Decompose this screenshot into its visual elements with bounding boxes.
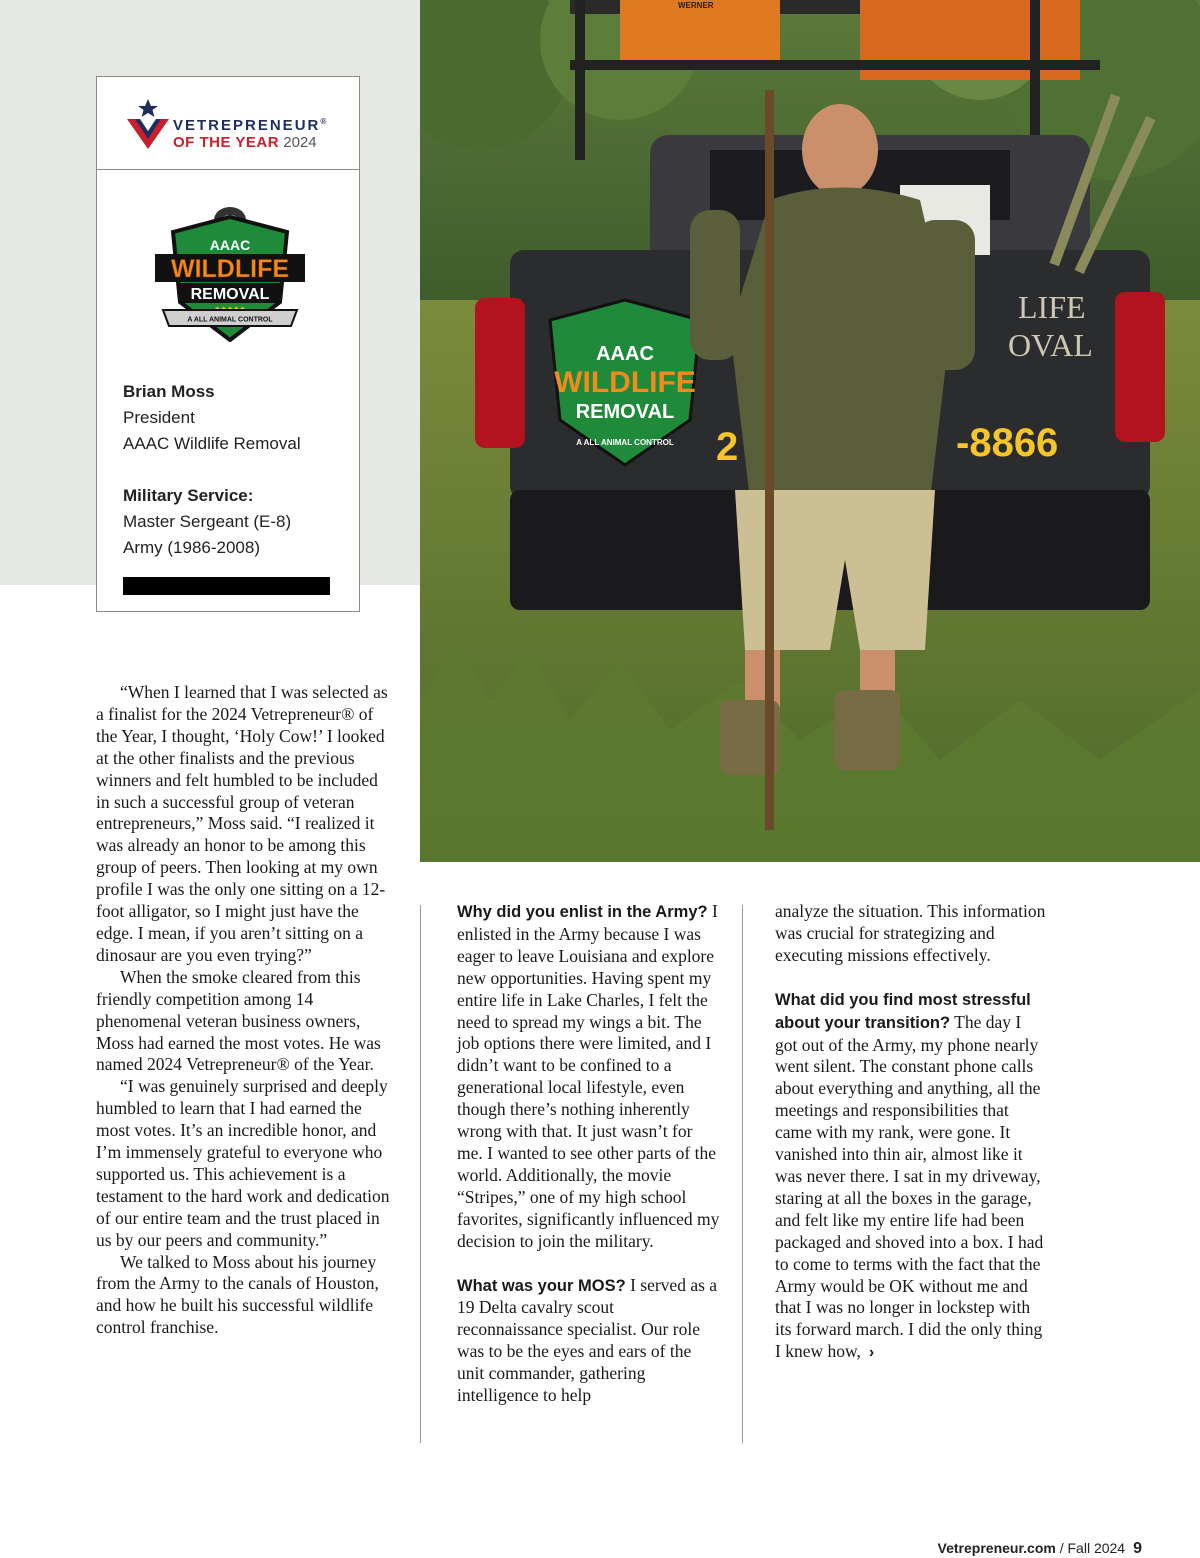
military-rank: Master Sergeant (E-8) (123, 512, 292, 531)
truck-phone-prefix: 2 (716, 425, 739, 469)
page-number: 9 (1133, 1540, 1142, 1557)
qa-block (457, 1275, 721, 1407)
truck-side-text: LIFE (1018, 289, 1086, 325)
article-paragraph: When the smoke cleared from this friendly competition among 14 phenomenal veteran business owners, Moss had earned the most votes. He was named 2024 Vetrepreneur® of the Year. (96, 966, 381, 1075)
article-paragraph: “When I learned that I was selected as a finalist for the 2024 Vetrepreneur® of the Year, I thought, ‘Holy Cow!’ I looked at the other finalists and the previous winners and felt humbled to be included in such a successful group of veteran entrepreneurs,” Moss said. “I realized it was already an honor to be among this group of peers. Then looking at my own profile I was the only one sitting on a 12-foot alligator, so I might just have the edge. I mean, if you aren’t sitting on a dinosaur are you even trying?” (96, 682, 388, 965)
walking-stick (765, 90, 774, 830)
ladder-rack-post (1030, 0, 1040, 150)
aaac-wildlife-removal-logo (155, 202, 305, 342)
logo-ribbon-text: A ALL ANIMAL CONTROL (187, 316, 273, 324)
question-heading: Why did you enlist in the Army? (457, 903, 708, 921)
feature-photo (420, 0, 1200, 862)
truck-logo-line4: A ALL ANIMAL CONTROL (576, 438, 674, 447)
ladder-rack-bar (570, 60, 1100, 70)
truck-phone-number: -8866 (956, 421, 1059, 465)
logo-top-text: AAAC (209, 237, 251, 253)
award-subtitle: OF THE YEAR 2024 (173, 134, 317, 151)
article-column-3 (775, 901, 1047, 1364)
military-branch: Army (1986-2008) (123, 538, 261, 557)
profile-company: AAAC Wildlife Removal (123, 434, 301, 453)
profile-title: President (123, 408, 195, 427)
award-header (97, 77, 359, 170)
ladder-rack-post (575, 0, 585, 160)
question-heading: What was your MOS? (457, 1276, 626, 1295)
column-divider (420, 905, 421, 1443)
column-divider (742, 905, 743, 1443)
question-heading: What did you find most stressful about your transition? (775, 990, 1031, 1032)
truck-logo-line2: WILDLIFE (554, 366, 696, 399)
logo-bottom-text: REMOVAL (190, 286, 270, 303)
article-column-1 (96, 682, 392, 1339)
answer-text: I served as a 19 Delta cavalry scout reconnaissance specialist. Our role was to be the eyes and ears of the unit commander, gathering intelligence to help (457, 1274, 718, 1406)
page-footer (938, 1540, 1142, 1558)
article-paragraph: We talked to Moss about his journey from the Army to the canals of Houston, and how he built his successful wildlife control franchise. (96, 1251, 379, 1338)
continue-arrow-icon: › (868, 1344, 875, 1362)
truck-logo-line3: REMOVAL (575, 401, 675, 423)
truck-logo-line1: AAAC (596, 343, 654, 365)
logo-middle-text: WILDLIFE (170, 255, 290, 283)
redaction-bar (123, 577, 330, 595)
profile-name: Brian Moss (123, 382, 215, 401)
article-paragraph: “I was genuinely surprised and deeply humbled to learn that I had earned the most votes. It’s an incredible honor, and I’m immensely grateful to everyone who supported us. This achievement is a testament to the hard work and dedication of our entire team and the trust placed in us by our peers and community.” (96, 1076, 390, 1250)
answer-text: The day I got out of the Army, my phone nearly went silent. The constant phone calls about everything and anything, all the meetings and responsibilities that came with my rank, were gone. It vanished into thin air, almost like it was never there. I sat in my driveway, staring at all the boxes in the garage, and felt like my entire life had been packaged and shoved into a box. I had to come to terms with the fact that the Army would be OK without me and that I was no longer in lockstep with its forward march. I did the only thing I knew how, (775, 1011, 1044, 1362)
article-column-2 (457, 901, 721, 1407)
ladder-brand-label: WERNER (678, 1, 714, 10)
military-service-label: Military Service: (123, 486, 254, 505)
truck-tail-light (1115, 292, 1165, 442)
answer-text: I enlisted in the Army because I was eager to leave Louisiana and explore new opportunities. Having spent my entire life in Lake Charles, I felt the need to spread my wings a bit. The job options there were limited, and I didn’t want to be confined to a generational local lifestyle, even though there’s nothing inherently wrong with that. It just wasn’t for me. I wanted to see other parts of the world. Additionally, the movie “Stripes,” one of my high school favorites, significantly influenced my decision to join the military. (457, 901, 720, 1251)
vetrepreneur-logo-icon (125, 97, 171, 149)
award-title: VETREPRENEUR® (173, 117, 329, 134)
footer-separator: / (1055, 1540, 1068, 1556)
answer-continuation: analyze the situation. This information was crucial for strategizing and executing missions effectively. (775, 901, 1046, 965)
profile-info (123, 379, 301, 561)
qa-block (775, 989, 1047, 1364)
truck-tail-light (475, 298, 525, 448)
profile-card (96, 76, 360, 612)
truck-side-text-2: OVAL (1008, 327, 1093, 363)
footer-issue: Fall 2024 (1067, 1540, 1126, 1556)
qa-block (457, 901, 721, 1253)
footer-site: Vetrepreneur.com (937, 1540, 1056, 1556)
